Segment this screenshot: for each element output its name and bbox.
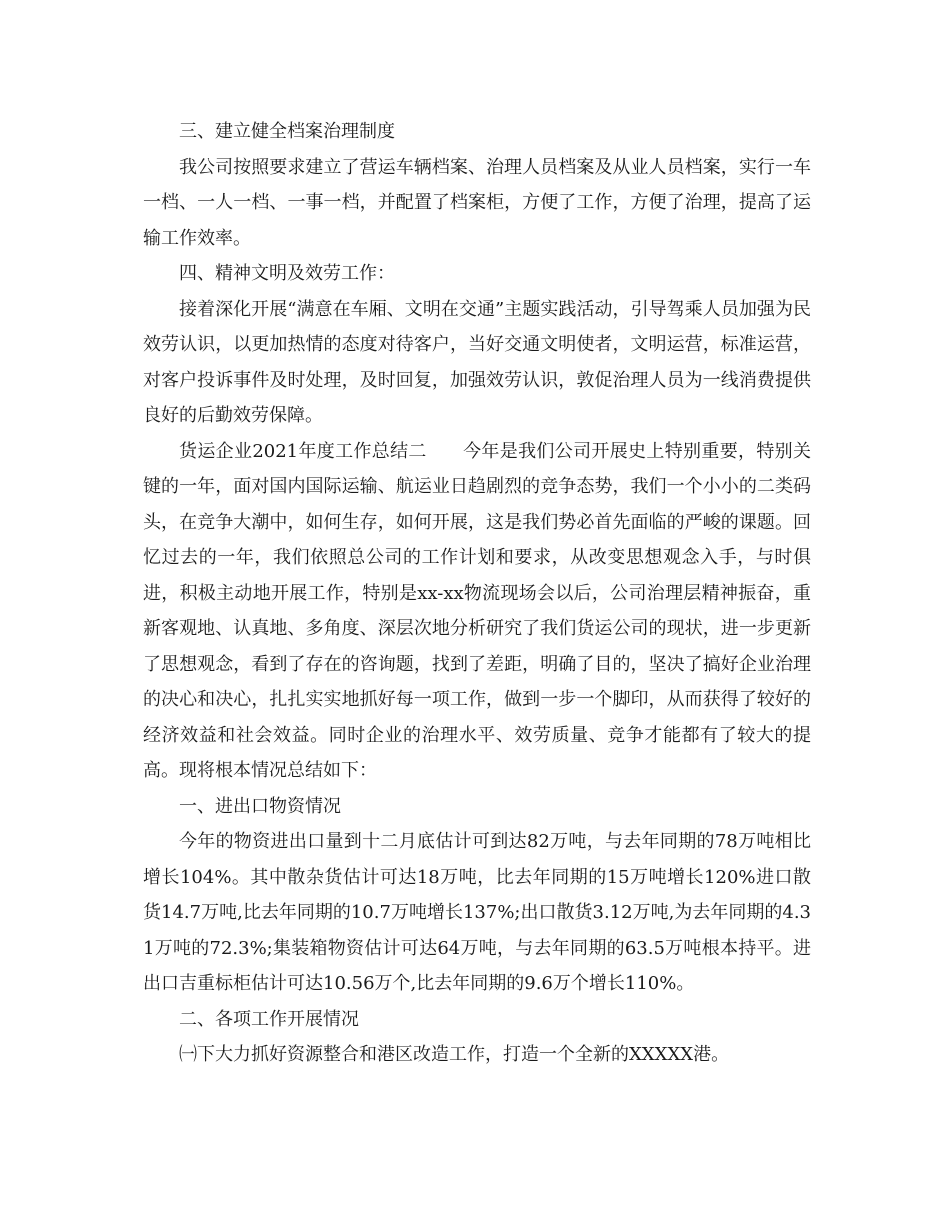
summary-body: 今年是我们公司开展史上特别重要，特别关键的一年，面对国内国际运输、航运业日趋剧烈的竞争态势，我们一个小小的二类码头，在竞争大潮中，如何生存，如何开展，这是我们势必首先面临的严峻的课题。回忆过去的一年，我们依照总公司的工作计划和要求，从改变思想观念入手，与时俱进，积极主动地开展工作，特别是xx-xx物流现场会以后，公司治理层精神振奋，重新客观地、认真地、多角度、深层次地分析研究了我们货运公司的现状，进一步更新了思想观念，看到了存在的咨询题，找到了差距，明确了目的，坚决了搞好企业治理的决心和决心，扎扎实实地抓好每一项工作，做到一步一个脚印，从而获得了较好的经济效益和社会效益。同时企业的治理水平、效劳质量、竞争才能都有了较大的提高。现将根本情况总结如下： [143, 440, 812, 781]
summary-title: 货运企业2021年度工作总结二 [179, 440, 427, 462]
document-page [143, 114, 811, 1073]
part1-heading: 一、进出口物资情况 [179, 795, 341, 817]
section4-body: 接着深化开展“满意在车厢、文明在交通”主题实践活动，引导驾乘人员加强为民效劳认识，以更加热情的态度对待客户，当好交通文明使者，文明运营，标准运营，对客户投诉事件及时处理，及时回复，加强效劳认识，敦促治理人员为一线消费提供良好的后勤效劳保障。 [143, 298, 811, 426]
part2-item1: ㈠下大力抓好资源整合和港区改造工作，打造一个全新的XXXXX港。 [179, 1044, 730, 1065]
summary-paragraph [143, 434, 811, 789]
part2-heading: 二、各项工作开展情况 [179, 1008, 359, 1030]
section3-heading: 三、建立健全档案治理制度 [179, 121, 395, 142]
part1-body: 今年的物资进出口量到十二月底估计可到达82万吨，与去年同期的78万吨相比增长104%。其中散杂货估计可达18万吨，比去年同期的15万吨增长120%进口散货14.7万吨,比去年同期的10.7万吨增长137%;出口散货3.12万吨,为去年同期的4.31万吨的72.3%;集装箱物资估计可达64万吨，与去年同期的63.5万吨根本持平。进出口吉重标柜估计可达10.56万个,比去年同期的9.6万个增长110%。 [143, 831, 811, 994]
section3-body: 我公司按照要求建立了营运车辆档案、治理人员档案及从业人员档案，实行一车一档、一人一档、一事一档，并配置了档案柜，方便了工作，方便了治理，提高了运输工作效率。 [143, 156, 811, 249]
section4-heading: 四、精神文明及效劳工作： [179, 263, 395, 284]
